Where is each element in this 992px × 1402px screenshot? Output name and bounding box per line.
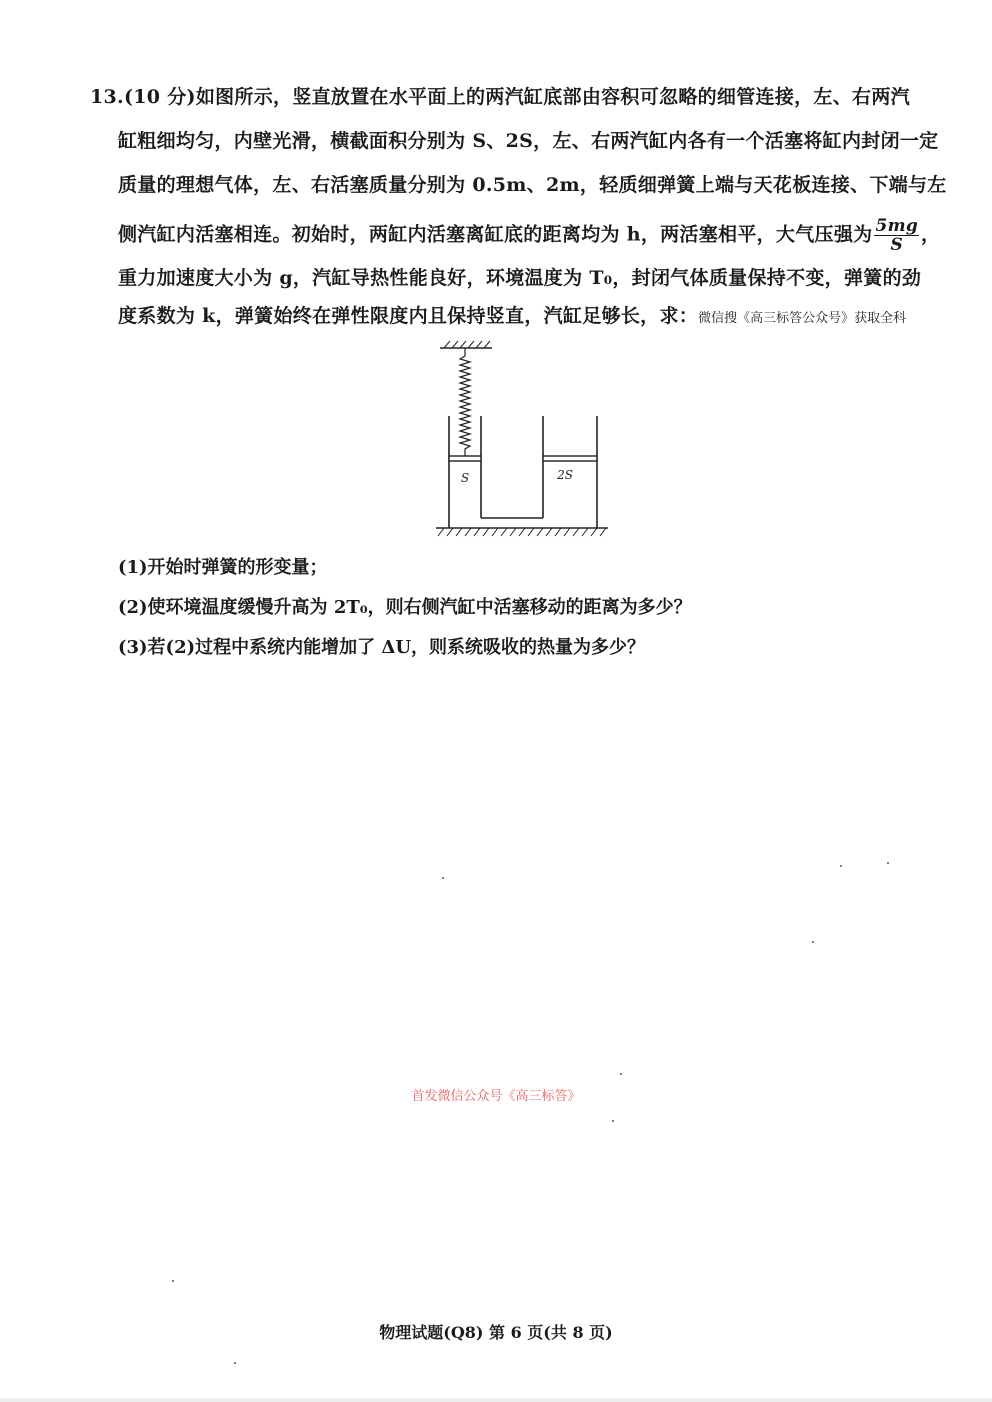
question-text-1: 如图所示，竖直放置在水平面上的两汽缸底部由容积可忽略的细管连接，左、右两汽: [195, 86, 910, 108]
red-watermark: 首发微信公众号《高三标答》: [411, 1089, 581, 1104]
right-piston: [543, 456, 597, 461]
spring: [460, 348, 470, 456]
fraction-denominator: S: [890, 235, 904, 255]
line4-end: ，: [921, 223, 941, 246]
scan-speck: [612, 1120, 614, 1122]
sub-question-3: (3)若(2)过程中系统内能增加了 ΔU，则系统吸收的热量为多少？: [118, 637, 646, 658]
ground-hatch: [438, 528, 606, 536]
question-number: 13.: [90, 86, 124, 108]
question-text-4: 侧汽缸内活塞相连。初始时，两缸内活塞离缸底的距离均为 h，两活塞相平，大气压强为: [118, 223, 873, 246]
scan-speck: [442, 877, 444, 879]
left-piston: [449, 456, 481, 461]
sub-question-2: (2)使环境温度缓慢升高为 2T₀，则右侧汽缸中活塞移动的距离为多少？: [118, 597, 692, 618]
sub-question-1: (1)开始时弹簧的形变量；: [118, 557, 328, 578]
question-line-6: [118, 303, 906, 332]
cylinder-diagram: [430, 338, 615, 543]
question-line-5: 重力加速度大小为 g，汽缸导热性能良好，环境温度为 T₀，封闭气体质量保持不变，弹簧的劲: [118, 267, 922, 289]
question-text-6: 度系数为 k，弹簧始终在弹性限度内且保持竖直，汽缸足够长，求：: [118, 305, 699, 327]
right-area-label: 2S: [557, 468, 573, 482]
question-line-2: 缸粗细均匀，内壁光滑，横截面积分别为 S、2S，左、右两汽缸内各有一个活塞将缸内封闭一定: [118, 130, 939, 152]
pressure-fraction: [874, 217, 919, 254]
scan-speck: [840, 865, 842, 867]
scan-bottom-edge: [0, 1398, 992, 1402]
page-footer: 物理试题(Q8) 第 6 页(共 8 页): [379, 1323, 613, 1342]
scan-speck: [172, 1280, 174, 1282]
question-line-3: 质量的理想气体，左、右活塞质量分别为 0.5m、2m，轻质细弹簧上端与天花板连接、下端与左: [118, 174, 947, 196]
scan-speck: [234, 1362, 236, 1364]
question-line-1: [90, 84, 910, 110]
scan-speck: [812, 941, 814, 943]
question-score: (10 分): [123, 86, 196, 108]
scan-speck: [620, 1073, 622, 1075]
question-line-4: [118, 217, 940, 254]
scan-speck: [887, 862, 889, 864]
fraction-numerator: 5mg: [875, 216, 919, 236]
inline-watermark: 微信搜《高三标答公众号》获取全科: [698, 311, 907, 326]
ceiling-hatch: [444, 341, 490, 348]
left-area-label: S: [460, 471, 470, 485]
